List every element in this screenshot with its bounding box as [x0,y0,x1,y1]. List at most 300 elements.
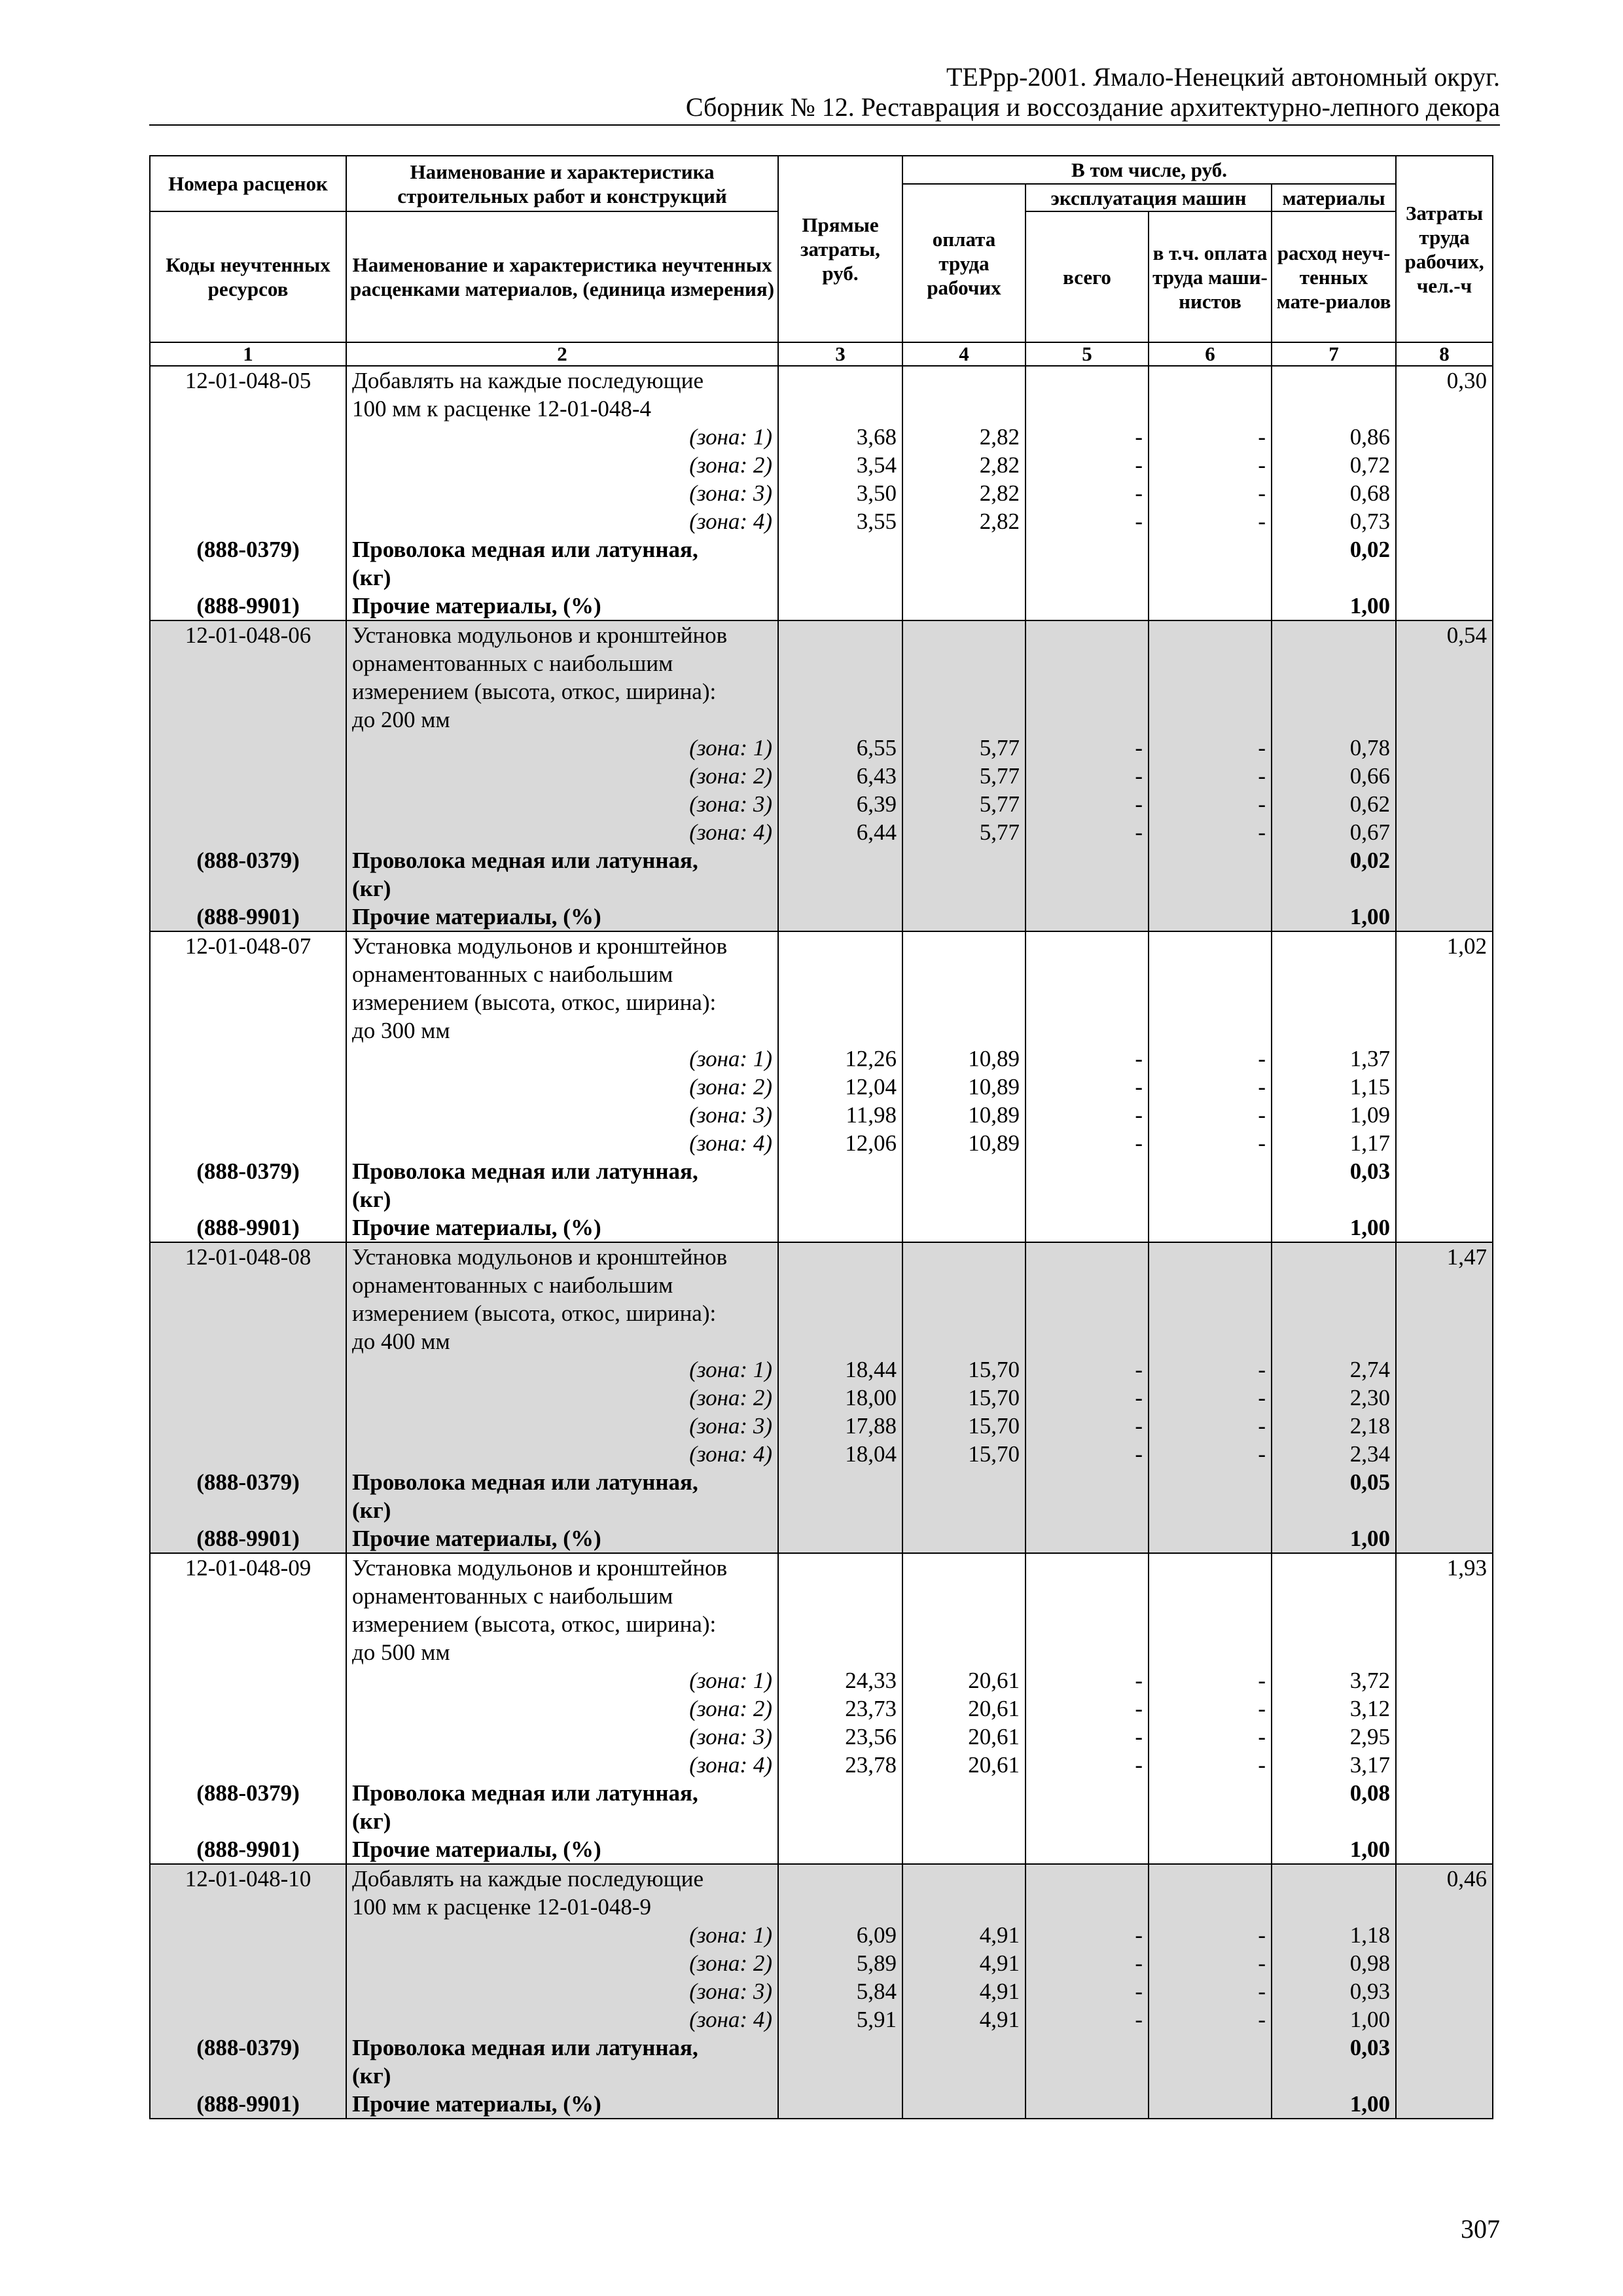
empty-cell [1396,1384,1493,1412]
empty-cell [902,706,1026,734]
material-name-line: Проволока медная или латунная, [346,535,778,564]
empty-cell [778,960,902,988]
machinist-pay-value: - [1149,1101,1272,1129]
zone-label: (зона: 4) [346,818,778,846]
machinist-pay-value: - [1149,507,1272,535]
rate-title-row [150,677,1493,706]
rate-block [150,931,1493,1242]
materials-value: 2,30 [1272,1384,1396,1412]
rate-title-row [150,1242,1493,1271]
labor-pay-value: 10,89 [902,1129,1026,1157]
empty-cell [1272,1553,1396,1582]
col-number: 2 [346,342,778,366]
material-name-line: Проволока медная или латунная, [346,1157,778,1185]
rate-block [150,1242,1493,1553]
material-name-line: Прочие материалы, (%) [346,903,778,931]
material-row [150,1524,1493,1553]
empty-cell [1396,649,1493,677]
zone-label: (зона: 3) [346,1101,778,1129]
col-header-materials: материалы [1272,184,1396,211]
empty-cell [902,1271,1026,1299]
empty-cell [902,2090,1026,2119]
labor-pay-value: 10,89 [902,1045,1026,1073]
empty-cell [150,423,346,451]
empty-cell [150,1045,346,1073]
rate-name-line: орнаментованных с наибольшим [346,649,778,677]
zone-row [150,1101,1493,1129]
rate-name-line: орнаментованных с наибольшим [346,960,778,988]
zone-row [150,1412,1493,1440]
empty-cell [1149,2034,1272,2062]
zone-row [150,1440,1493,1468]
col-number: 1 [150,342,346,366]
material-quantity: 0,02 [1272,535,1396,564]
empty-cell [1272,1638,1396,1666]
empty-cell [150,507,346,535]
rate-name-line: Установка модульонов и кронштейнов [346,931,778,960]
machine-total-value: - [1026,1751,1149,1779]
material-row [150,874,1493,903]
empty-cell [778,535,902,564]
material-row [150,535,1493,564]
machinist-pay-value: - [1149,1949,1272,1977]
machine-total-value: - [1026,1384,1149,1412]
empty-cell [1272,1299,1396,1327]
empty-cell [1026,1779,1149,1807]
labor-pay-value: 2,82 [902,479,1026,507]
material-code: (888-0379) [150,846,346,874]
rate-title-row [150,1016,1493,1045]
material-name-line: (кг) [346,1496,778,1524]
empty-cell [150,1440,346,1468]
empty-cell [150,762,346,790]
zone-label: (зона: 2) [346,1073,778,1101]
empty-cell [1272,874,1396,903]
empty-cell [1149,1185,1272,1213]
empty-cell [1149,1468,1272,1496]
empty-cell [902,1864,1026,1893]
empty-cell [150,988,346,1016]
empty-cell [1026,1553,1149,1582]
empty-cell [1026,1610,1149,1638]
rate-code: 12-01-048-06 [150,620,346,649]
empty-cell [1396,1355,1493,1384]
material-name-line: Прочие материалы, (%) [346,1835,778,1864]
machine-total-value: - [1026,1921,1149,1949]
empty-cell [1026,1468,1149,1496]
rate-name-line: орнаментованных с наибольшим [346,1271,778,1299]
empty-cell [1272,988,1396,1016]
direct-costs-value: 5,84 [778,1977,902,2005]
empty-cell [1396,592,1493,620]
empty-cell [1396,1157,1493,1185]
empty-cell [1396,1440,1493,1468]
empty-cell [1396,1524,1493,1553]
empty-cell [1026,1327,1149,1355]
empty-cell [150,1101,346,1129]
material-row [150,1779,1493,1807]
empty-cell [1026,1835,1149,1864]
rate-title-row [150,1893,1493,1921]
direct-costs-value: 3,50 [778,479,902,507]
material-row [150,1185,1493,1213]
direct-costs-value: 11,98 [778,1101,902,1129]
empty-cell [1026,846,1149,874]
direct-costs-value: 5,91 [778,2005,902,2034]
zone-label: (зона: 1) [346,1045,778,1073]
empty-cell [150,1977,346,2005]
rate-block [150,1864,1493,2119]
materials-value: 0,68 [1272,479,1396,507]
rate-title-row [150,706,1493,734]
empty-cell [1026,677,1149,706]
zone-label: (зона: 3) [346,1412,778,1440]
material-name-line: Проволока медная или латунная, [346,1468,778,1496]
material-code: (888-0379) [150,2034,346,2062]
col-header-unaccounted-materials-name: Наименование и характеристика неучтенных расценками материалов, (единица измерения) [346,211,778,342]
rate-code: 12-01-048-08 [150,1242,346,1271]
direct-costs-value: 6,44 [778,818,902,846]
empty-cell [902,1610,1026,1638]
empty-cell [778,1468,902,1496]
empty-cell [778,1779,902,1807]
machine-total-value: - [1026,1949,1149,1977]
empty-cell [1149,1582,1272,1610]
zone-row [150,762,1493,790]
empty-cell [778,1271,902,1299]
empty-cell [1396,1016,1493,1045]
col-number: 4 [902,342,1026,366]
zone-row [150,818,1493,846]
empty-cell [902,1185,1026,1213]
zone-label: (зона: 1) [346,734,778,762]
machinist-pay-value: - [1149,1695,1272,1723]
zone-row [150,1666,1493,1695]
zone-label: (зона: 3) [346,479,778,507]
zone-row [150,734,1493,762]
materials-value: 0,62 [1272,790,1396,818]
labor-pay-value: 5,77 [902,790,1026,818]
rate-title-row [150,1299,1493,1327]
machinist-pay-value: - [1149,1440,1272,1468]
empty-cell [1272,366,1396,395]
machinist-pay-value: - [1149,423,1272,451]
empty-cell [902,649,1026,677]
empty-cell [1396,988,1493,1016]
rate-title-row [150,931,1493,960]
empty-cell [1396,1271,1493,1299]
empty-cell [902,366,1026,395]
direct-costs-value: 3,68 [778,423,902,451]
empty-cell [1026,2090,1149,2119]
empty-cell [902,1157,1026,1185]
empty-cell [902,677,1026,706]
material-code: (888-0379) [150,1157,346,1185]
empty-cell [1026,1271,1149,1299]
empty-cell [778,2062,902,2090]
direct-costs-value: 18,44 [778,1355,902,1384]
col-header-machinist-pay: в т.ч. оплата труда маши-нистов [1149,211,1272,342]
empty-cell [902,1553,1026,1582]
labor-hours: 1,02 [1396,931,1493,960]
zone-row [150,507,1493,535]
machinist-pay-value: - [1149,2005,1272,2034]
empty-cell [902,1299,1026,1327]
machinist-pay-value: - [1149,1384,1272,1412]
direct-costs-value: 18,04 [778,1440,902,1468]
material-name-line: Прочие материалы, (%) [346,2090,778,2119]
empty-cell [1149,2090,1272,2119]
zone-label: (зона: 1) [346,1666,778,1695]
empty-cell [1149,874,1272,903]
labor-pay-value: 2,82 [902,451,1026,479]
empty-cell [778,1610,902,1638]
empty-cell [1396,734,1493,762]
direct-costs-value: 23,78 [778,1751,902,1779]
empty-cell [778,1242,902,1271]
material-row [150,592,1493,620]
empty-cell [1396,423,1493,451]
material-name-line: (кг) [346,1185,778,1213]
material-code: (888-0379) [150,535,346,564]
empty-cell [150,1666,346,1695]
empty-cell [150,1695,346,1723]
materials-value: 0,86 [1272,423,1396,451]
empty-cell [1026,395,1149,423]
empty-cell [1396,1779,1493,1807]
rate-name-line: 100 мм к расценке 12-01-048-9 [346,1893,778,1921]
empty-cell [1272,1610,1396,1638]
empty-cell [778,1157,902,1185]
zone-label: (зона: 3) [346,1977,778,2005]
empty-cell [1149,564,1272,592]
empty-cell [1396,479,1493,507]
empty-cell [1149,649,1272,677]
empty-cell [150,734,346,762]
machine-total-value: - [1026,1695,1149,1723]
empty-cell [902,1524,1026,1553]
empty-cell [1396,1977,1493,2005]
empty-cell [150,1949,346,1977]
empty-cell [1396,874,1493,903]
zone-label: (зона: 1) [346,1355,778,1384]
empty-cell [778,592,902,620]
direct-costs-value: 23,73 [778,1695,902,1723]
empty-cell [150,818,346,846]
col-header-unaccounted-codes: Коды неучтенных ресурсов [150,211,346,342]
machine-total-value: - [1026,1129,1149,1157]
rate-code: 12-01-048-05 [150,366,346,395]
empty-cell [778,395,902,423]
empty-cell [1026,988,1149,1016]
empty-cell [778,677,902,706]
material-code: (888-9901) [150,592,346,620]
materials-value: 0,93 [1272,1977,1396,2005]
rate-title-row [150,1582,1493,1610]
empty-cell [778,1524,902,1553]
empty-cell [1149,1496,1272,1524]
rate-block [150,620,1493,931]
empty-cell [150,790,346,818]
empty-cell [150,1327,346,1355]
material-code: (888-9901) [150,2090,346,2119]
direct-costs-value: 12,06 [778,1129,902,1157]
empty-cell [1396,1893,1493,1921]
labor-pay-value: 15,70 [902,1355,1026,1384]
empty-cell [1396,535,1493,564]
empty-cell [1149,1327,1272,1355]
empty-cell [902,903,1026,931]
empty-cell [1396,1610,1493,1638]
materials-value: 1,37 [1272,1045,1396,1073]
machinist-pay-value: - [1149,1355,1272,1384]
direct-costs-value: 18,00 [778,1384,902,1412]
empty-cell [1396,1327,1493,1355]
rate-title-row [150,366,1493,395]
materials-value: 0,98 [1272,1949,1396,1977]
zone-label: (зона: 2) [346,1949,778,1977]
rate-name-line: 100 мм к расценке 12-01-048-4 [346,395,778,423]
material-name-line: (кг) [346,564,778,592]
zone-row [150,423,1493,451]
direct-costs-value: 6,55 [778,734,902,762]
machinist-pay-value: - [1149,762,1272,790]
material-quantity: 0,05 [1272,1468,1396,1496]
empty-cell [1272,1807,1396,1835]
empty-cell [778,846,902,874]
material-quantity: 1,00 [1272,1213,1396,1242]
empty-cell [1026,649,1149,677]
empty-cell [1149,988,1272,1016]
machine-total-value: - [1026,1666,1149,1695]
empty-cell [1272,677,1396,706]
rate-title-row [150,1638,1493,1666]
materials-value: 1,09 [1272,1101,1396,1129]
material-quantity: 1,00 [1272,903,1396,931]
rate-name-line: Добавлять на каждые последующие [346,1864,778,1893]
col-number: 7 [1272,342,1396,366]
rate-name-line: измерением (высота, откос, ширина): [346,988,778,1016]
empty-cell [778,1864,902,1893]
labor-pay-value: 10,89 [902,1073,1026,1101]
empty-cell [778,1582,902,1610]
empty-cell [1396,1723,1493,1751]
zone-label: (зона: 1) [346,423,778,451]
empty-cell [902,564,1026,592]
machine-total-value: - [1026,1412,1149,1440]
empty-cell [1396,1638,1493,1666]
col-header-unaccounted-materials-use: расход неуч-тенных мате-риалов [1272,211,1396,342]
material-code: (888-0379) [150,1468,346,1496]
empty-cell [1149,1016,1272,1045]
empty-cell [1149,1893,1272,1921]
empty-cell [902,1779,1026,1807]
empty-cell [150,1496,346,1524]
rate-name-line: Добавлять на каждые последующие [346,366,778,395]
empty-cell [1026,903,1149,931]
labor-pay-value: 20,61 [902,1723,1026,1751]
header-rule [149,124,1500,126]
empty-cell [150,2062,346,2090]
material-name-line: (кг) [346,2062,778,2090]
labor-pay-value: 20,61 [902,1695,1026,1723]
zone-row [150,451,1493,479]
material-quantity: 1,00 [1272,1835,1396,1864]
empty-cell [1149,1271,1272,1299]
zone-label: (зона: 3) [346,1723,778,1751]
empty-cell [1396,1213,1493,1242]
empty-cell [1272,1327,1396,1355]
direct-costs-value: 3,54 [778,451,902,479]
empty-cell [1272,1582,1396,1610]
material-name-line: Проволока медная или латунная, [346,1779,778,1807]
material-quantity: 0,02 [1272,846,1396,874]
empty-cell [1272,564,1396,592]
material-quantity: 0,03 [1272,1157,1396,1185]
empty-cell [1149,1553,1272,1582]
machinist-pay-value: - [1149,1977,1272,2005]
empty-cell [1149,620,1272,649]
empty-cell [150,874,346,903]
material-name-line: Проволока медная или латунная, [346,846,778,874]
col-header-rate-numbers: Номера расценок [150,156,346,211]
rate-code: 12-01-048-10 [150,1864,346,1893]
machinist-pay-value: - [1149,1921,1272,1949]
empty-cell [1396,846,1493,874]
empty-cell [778,1213,902,1242]
material-name-line: Прочие материалы, (%) [346,592,778,620]
empty-cell [1272,1185,1396,1213]
machine-total-value: - [1026,479,1149,507]
zone-label: (зона: 3) [346,790,778,818]
empty-cell [1149,1157,1272,1185]
empty-cell [1026,1157,1149,1185]
machine-total-value: - [1026,1355,1149,1384]
empty-cell [1396,1666,1493,1695]
rate-title-row [150,620,1493,649]
empty-cell [1396,1073,1493,1101]
direct-costs-value: 12,26 [778,1045,902,1073]
empty-cell [1272,706,1396,734]
empty-cell [1396,1835,1493,1864]
rate-code: 12-01-048-09 [150,1553,346,1582]
labor-hours: 0,46 [1396,1864,1493,1893]
empty-cell [778,2090,902,2119]
empty-cell [1149,1242,1272,1271]
zone-row [150,1045,1493,1073]
empty-cell [778,706,902,734]
empty-cell [1272,931,1396,960]
material-name-line: (кг) [346,874,778,903]
machinist-pay-value: - [1149,790,1272,818]
rate-title-row [150,1271,1493,1299]
empty-cell [1149,592,1272,620]
empty-cell [902,931,1026,960]
labor-pay-value: 5,77 [902,734,1026,762]
rate-name-line: Установка модульонов и кронштейнов [346,1242,778,1271]
empty-cell [1149,903,1272,931]
empty-cell [902,620,1026,649]
empty-cell [902,1638,1026,1666]
empty-cell [1272,2062,1396,2090]
labor-hours: 0,54 [1396,620,1493,649]
labor-pay-value: 5,77 [902,818,1026,846]
zone-row [150,1695,1493,1723]
zone-row [150,479,1493,507]
empty-cell [1149,931,1272,960]
zone-row [150,1073,1493,1101]
rate-name-line: до 400 мм [346,1327,778,1355]
